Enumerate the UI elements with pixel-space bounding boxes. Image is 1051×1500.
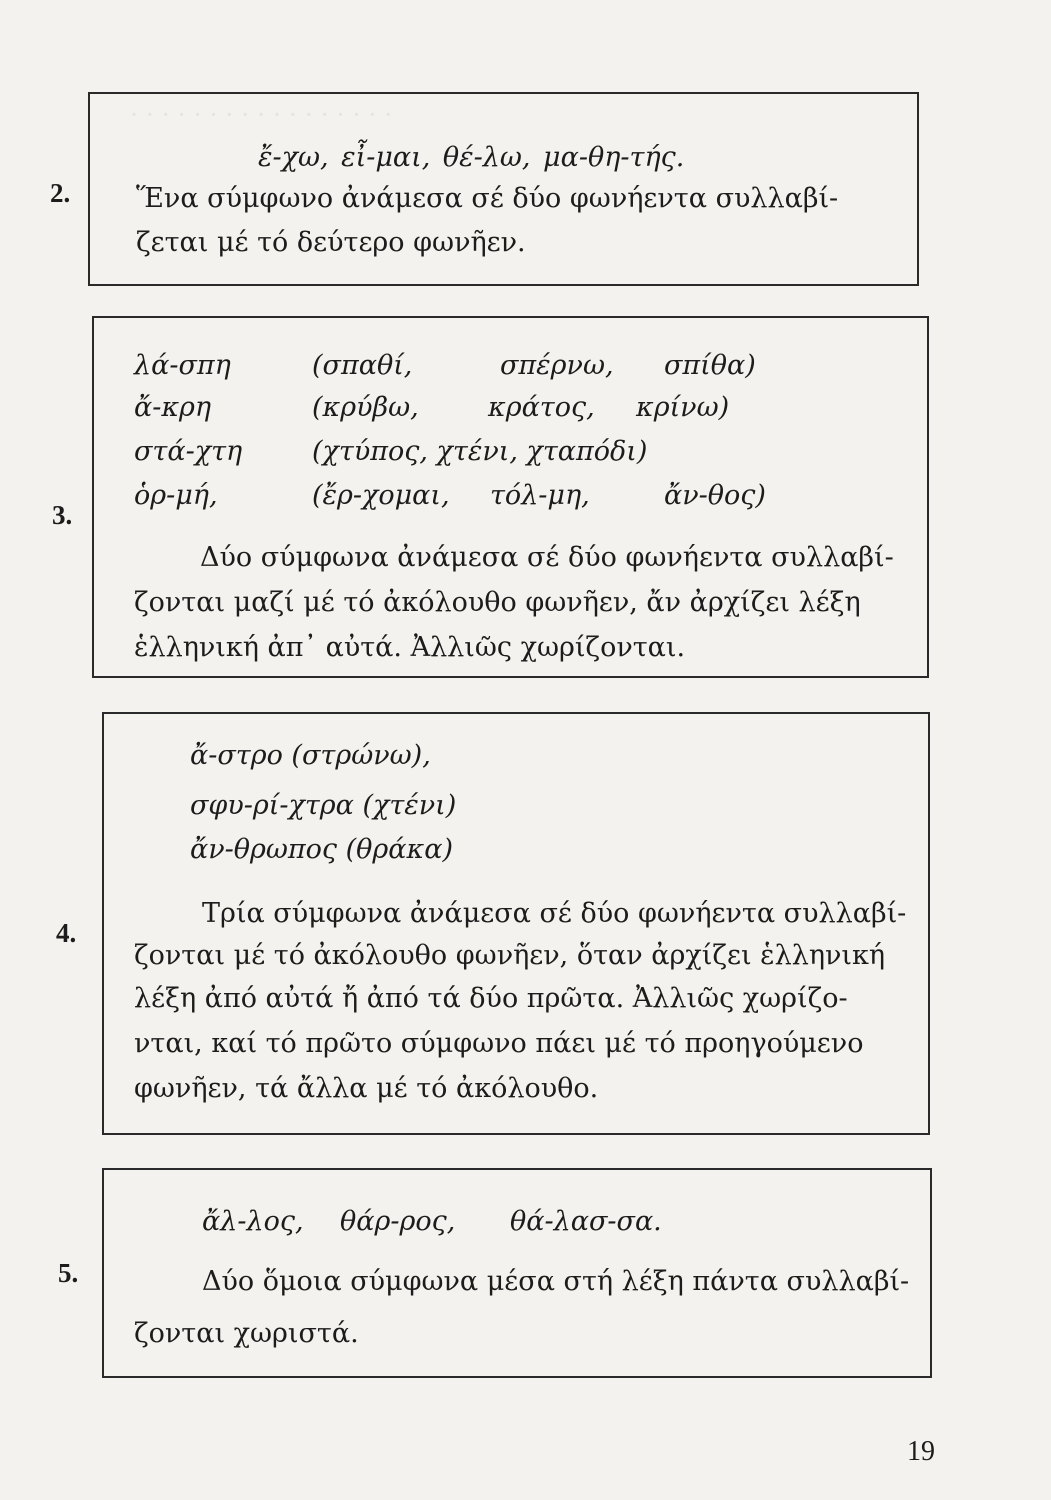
- page-number: 19: [907, 1436, 935, 1467]
- example-line: ἄ-στρο (στρώνω),: [190, 740, 431, 771]
- rule-text-4-line-2: ζονται μέ τό ἀκόλουθο φωνῆεν, ὅταν ἀρχίζει ἑλληνική: [134, 940, 886, 971]
- rule-text-2-line-2: ζεται μέ τό δεύτερο φωνῆεν.: [136, 227, 526, 258]
- rule-text-4-line-5: φωνῆεν, τά ἄλλα μέ τό ἀκόλουθο.: [134, 1073, 599, 1104]
- example-word: σπίθα): [664, 350, 756, 381]
- example-word: θάρ-ρος,: [340, 1206, 456, 1237]
- example-line: ἄν-θρωπος (θράκα): [190, 834, 453, 865]
- bleed-through-text: · · · · · · · · · · · · · · · · ·: [130, 100, 393, 129]
- section-number-2: 2.: [50, 178, 71, 208]
- example-word: κρίνω): [636, 392, 730, 423]
- section-number-5: 5.: [58, 1258, 79, 1288]
- rule-text-4-line-4: νται, καί τό πρῶτο σύμφωνο πάει μέ τό προηγούμενο: [134, 1028, 864, 1059]
- example-word: θά-λασ-σα.: [510, 1206, 662, 1237]
- example-paren: (κρύβω,: [312, 392, 419, 423]
- example-words-2: ἔ-χω, εἶ-μαι, θέ-λω, μα-θη-τής.: [258, 142, 685, 173]
- example-word: ἄν-θος): [664, 480, 766, 511]
- rule-text-5-line-1: Δύο ὅμοια σύμφωνα μέσα στή λέξη πάντα συλλαβί-: [202, 1266, 910, 1297]
- example-word: κράτος,: [488, 392, 595, 423]
- example-word: σπέρνω,: [500, 350, 614, 381]
- example-line: σφυ-ρί-χτρα (χτένι): [190, 790, 457, 821]
- rule-text-3-line-3: ἑλληνική ἀπ᾽ αὐτά. Ἀλλιῶς χωρίζονται.: [134, 632, 686, 663]
- rule-text-4-line-3: λέξη ἀπό αὐτά ἤ ἀπό τά δύο πρῶτα. Ἀλλιῶς χωρίζο-: [134, 983, 848, 1014]
- example-word: λά-σπη: [134, 350, 231, 381]
- example-word: ὁρ-μή,: [134, 480, 218, 511]
- section-number-3: 3.: [52, 500, 73, 530]
- rule-text-2-line-1: Ἕνα σύμφωνο ἀνάμεσα σέ δύο φωνήεντα συλλαβί-: [136, 183, 839, 214]
- rule-text-3-line-1: Δύο σύμφωνα ἀνάμεσα σέ δύο φωνήεντα συλλαβί-: [200, 542, 894, 573]
- rule-text-4-line-1: Τρία σύμφωνα ἀνάμεσα σέ δύο φωνήεντα συλλαβί-: [202, 898, 907, 929]
- example-word: τόλ-μη,: [490, 480, 590, 511]
- rule-text-5-line-2: ζονται χωριστά.: [134, 1318, 359, 1349]
- example-word: στά-χτη: [134, 436, 243, 467]
- section-number-4: 4.: [56, 918, 77, 948]
- rule-text-3-line-2: ζονται μαζί μέ τό ἀκόλουθο φωνῆεν, ἄν ἀρχίζει λέξη: [134, 587, 861, 618]
- example-paren: (ἔρ-χομαι,: [312, 480, 450, 511]
- example-word: ἄ-κρη: [134, 392, 212, 423]
- example-paren: (σπαθί,: [312, 350, 413, 381]
- example-word: ἄλ-λος,: [202, 1206, 304, 1237]
- example-paren: (χτύπος, χτένι, χταπόδι): [312, 436, 648, 467]
